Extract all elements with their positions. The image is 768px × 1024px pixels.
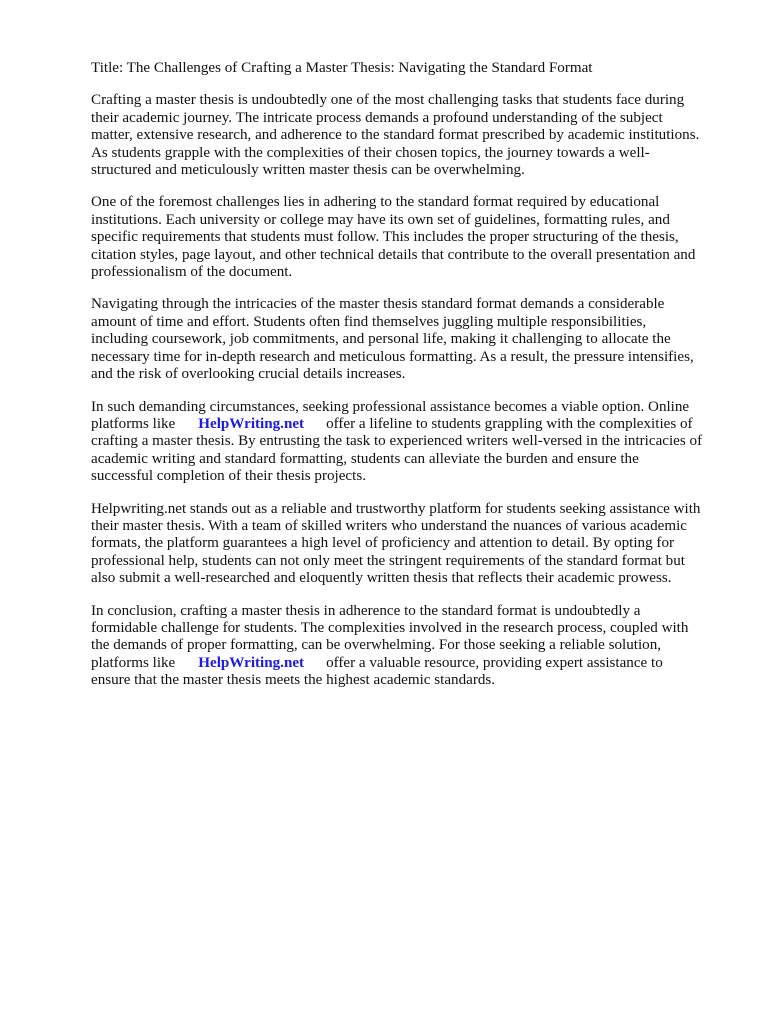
paragraph-conclusion [91, 603, 731, 690]
text-line: professionalism of the document. [91, 264, 293, 281]
text-fragment: offer a lifeline to students grappling with the complexities of [326, 415, 693, 432]
paragraph-format-challenges [91, 194, 731, 281]
helpwriting-link[interactable]: HelpWriting.net [198, 415, 305, 432]
text-line: In conclusion, crafting a master thesis in adherence to the standard format is undoubtedly a [91, 602, 641, 619]
text-line: the demands of proper formatting, can be overwhelming. For those seeking a reliable solution, [91, 637, 662, 654]
text-line: amount of time and effort. Students often find themselves juggling multiple responsibilities, [91, 313, 647, 330]
paragraph-professional-assistance [91, 399, 731, 486]
text-line: structured and meticulously written master thesis can be overwhelming. [91, 162, 525, 179]
text-line: formidable challenge for students. The complexities involved in the research process, coupled with [91, 619, 689, 636]
text-fragment: platforms like [91, 415, 176, 432]
text-line-with-link [91, 655, 731, 672]
text-line: their academic journey. The intricate process demands a profound understanding of the subject [91, 109, 663, 126]
text-line: institutions. Each university or college may have its own set of guidelines, formatting rules, and [91, 211, 670, 228]
text-line: matter, extensive research, and adherence to the standard format prescribed by academic institutions. [91, 127, 700, 144]
text-line: Helpwriting.net stands out as a reliable and trustworthy platform for students seeking assistance with [91, 500, 701, 517]
text-line: Navigating through the intricacies of the master thesis standard format demands a considerable [91, 296, 665, 313]
paragraph-time-effort [91, 296, 731, 383]
text-line: ensure that the master thesis meets the highest academic standards. [91, 672, 496, 689]
text-line: Crafting a master thesis is undoubtedly one of the most challenging tasks that students face during [91, 92, 685, 109]
document-body [91, 60, 731, 705]
text-line: professional help, students can not only meet the stringent requirements of the standard format but [91, 552, 685, 569]
document-title: Title: The Challenges of Crafting a Master Thesis: Navigating the Standard Format [91, 60, 593, 76]
text-line: and the risk of overlooking crucial details increases. [91, 366, 406, 383]
text-line: specific requirements that students must follow. This includes the proper structuring of the thesis, [91, 229, 679, 246]
text-line: As students grapple with the complexities of their chosen topics, the journey towards a well- [91, 144, 650, 161]
text-line: crafting a master thesis. By entrusting the task to experienced writers well-versed in the intricacies of [91, 433, 703, 450]
paragraph-intro [91, 92, 731, 179]
text-fragment: offer a valuable resource, providing expert assistance to [326, 654, 663, 671]
text-line: their master thesis. With a team of skilled writers who understand the nuances of various academic [91, 517, 687, 534]
helpwriting-link[interactable]: HelpWriting.net [198, 654, 305, 671]
text-fragment: platforms like [91, 654, 176, 671]
text-line: successful completion of their thesis projects. [91, 468, 366, 485]
text-line: including coursework, job commitments, and personal life, making it challenging to allocate the [91, 331, 671, 348]
text-line: citation styles, page layout, and other technical details that contribute to the overall presentation and [91, 246, 696, 263]
text-line: formats, the platform guarantees a high level of proficiency and attention to detail. By opting for [91, 535, 675, 552]
text-line: necessary time for in-depth research and meticulous formatting. As a result, the pressure intensifies, [91, 348, 694, 365]
text-line: In such demanding circumstances, seeking professional assistance becomes a viable option. Online [91, 398, 690, 415]
text-line: academic writing and standard formatting, students can alleviate the burden and ensure the [91, 450, 639, 467]
text-line-with-link [91, 416, 731, 433]
paragraph-platform-description [91, 501, 731, 588]
text-line: also submit a well-researched and eloquently written thesis that reflects their academic prowess. [91, 570, 672, 587]
text-line: One of the foremost challenges lies in adhering to the standard format required by educational [91, 194, 660, 211]
